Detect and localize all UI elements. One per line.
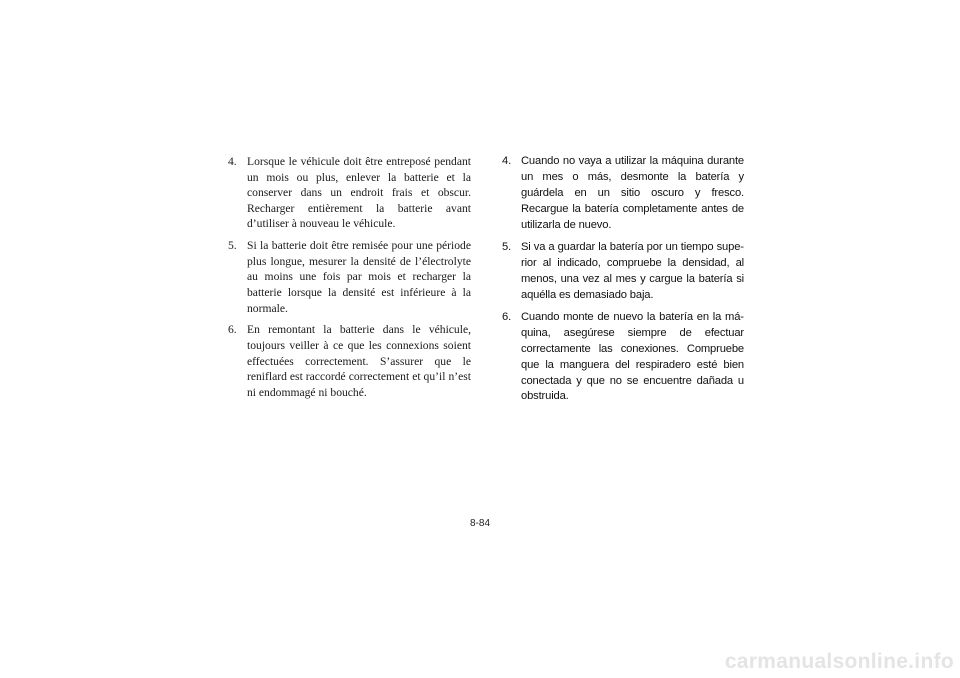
page-number: 8-84 [470, 518, 491, 529]
list-item [502, 154, 744, 234]
list-item [502, 310, 744, 405]
item-text: Si la batterie doit être remisée pour une période plus longue, mesurer la densité de l’électrolyte au moins une fois par mois et recharger la batterie lorsque la densité est inférieure à la normale. [247, 239, 471, 315]
item-text: Lorsque le véhicule doit être entreposé pendant un mois ou plus, enlever la batterie et la conserver dans un endroit frais et obscur. Recharger entièrement la batterie avant d’utiliser à nouveau le véhicule. [247, 155, 471, 231]
item-number: 4. [502, 155, 512, 167]
french-column [228, 154, 471, 406]
item-number: 5. [228, 239, 237, 253]
list-item [502, 240, 744, 304]
watermark: carmanualsonline.info [724, 650, 954, 673]
item-text: Cuando no vaya a utilizar la máquina durante un mes o más, desmonte la batería y guárdela en un sitio oscuro y fresco. Recargue la batería completamente antes de utilizarla de nuevo. [521, 155, 744, 231]
item-text: En remontant la batterie dans le véhicule, toujours veiller à ce que les connexions soient effectuées correctement. S’assurer que le reniflard est raccordé correctement et qu’il n’est ni endommagé ni bouché. [247, 323, 471, 399]
item-number: 5. [502, 240, 512, 253]
item-text: Cuando monte de nuevo la batería en la máquina, asegúrese siempre de efectuar correctamente las conexiones. Compruebe que la manguera del respiradero esté bien conectada y que no se encuentre dañada u obstruida. [521, 310, 744, 403]
item-number: 4. [228, 155, 237, 168]
item-number: 6. [228, 323, 237, 337]
item-number: 6. [502, 310, 512, 323]
list-item [228, 238, 471, 316]
list-item [228, 322, 471, 400]
item-text: Si va a guardar la batería por un tiempo superior al indicado, compruebe la densidad, al menos, una vez al mes y cargue la batería si aquélla es demasiado baja. [521, 240, 744, 301]
list-item [228, 154, 471, 232]
spanish-column [502, 154, 744, 412]
